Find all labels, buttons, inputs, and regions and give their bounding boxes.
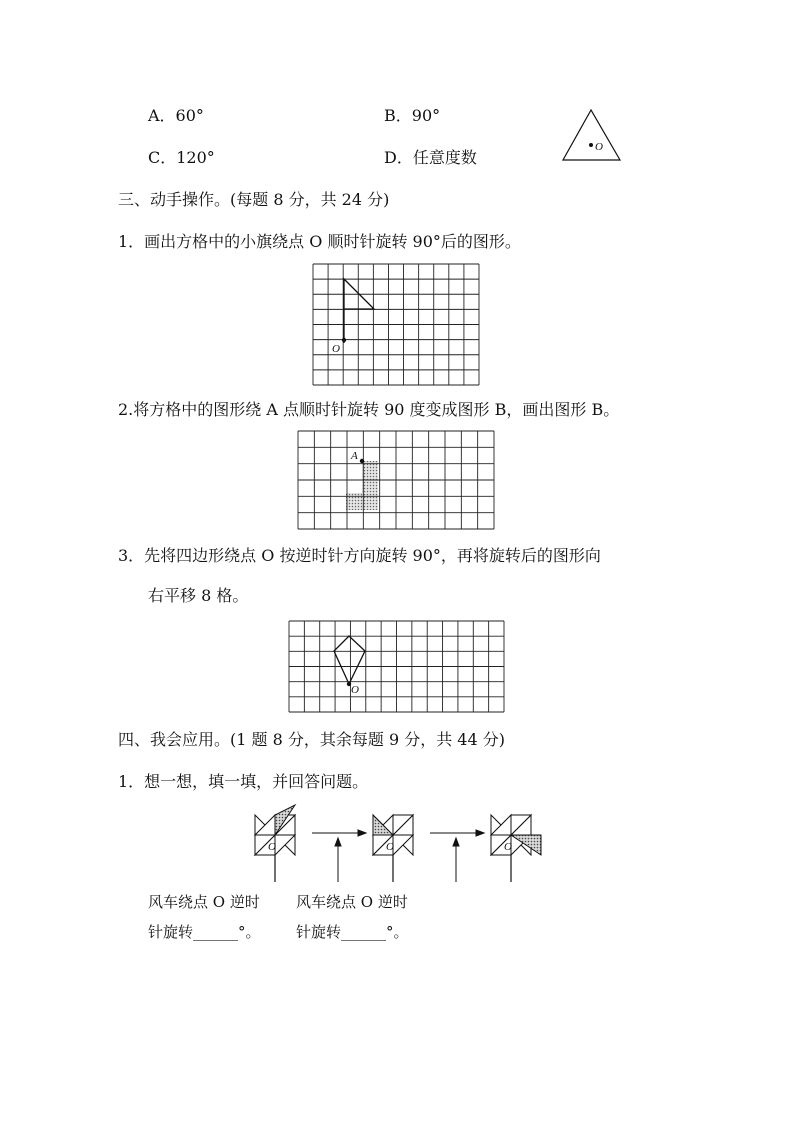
up-arrow-1-head — [335, 838, 341, 846]
q3-grid-figure — [288, 620, 505, 713]
section3-q2-text: 2.将方格中的图形绕 A 点顺时针旋转 90 度变成图形 B，画出图形 B。 — [118, 400, 620, 419]
pinwheel-1-label: O — [268, 841, 276, 853]
triangle-shape — [563, 110, 620, 160]
q2-grid — [298, 431, 494, 529]
q1-grid — [313, 264, 479, 385]
section3-q3-text-line2: 右平移 8 格。 — [148, 586, 249, 605]
pinwheel-3-label: O — [504, 841, 512, 853]
shape-a-cell — [346, 493, 362, 510]
section4-heading: 四、我会应用。(1 题 8 分，其余每题 9 分，共 44 分) — [118, 730, 505, 749]
option-b: B．90° — [384, 106, 441, 125]
right-arrow-2-head — [476, 830, 484, 836]
kite-shape — [334, 636, 365, 684]
q1-grid-figure — [312, 263, 480, 386]
pinwheel-2-label: O — [386, 841, 394, 853]
pinwheel-1 — [255, 805, 295, 882]
pinwheel-sequence — [248, 798, 558, 888]
q2-grid-figure — [297, 430, 495, 530]
caption2-line2: 针旋转______°。 — [296, 923, 409, 941]
flag-shape — [344, 279, 374, 343]
flag-point-o — [342, 338, 346, 342]
point-a — [360, 459, 364, 463]
pinwheel-2 — [373, 815, 413, 882]
section3-q1-text: 1．画出方格中的小旗绕点 O 顺时针旋转 90°后的图形。 — [118, 232, 521, 251]
caption1-line2: 针旋转______°。 — [148, 923, 261, 941]
q2-point-label: A — [351, 450, 358, 462]
up-arrow-2-head — [453, 838, 459, 846]
triangle-label: O — [595, 141, 603, 153]
q1-point-label: O — [332, 343, 340, 355]
triangle-center-dot — [589, 143, 593, 147]
shape-a-cell — [362, 477, 378, 493]
option-a: A．60° — [148, 106, 204, 125]
shape-a-cell — [362, 493, 378, 510]
section3-q3-text-line1: 3．先将四边形绕点 O 按逆时针方向旋转 90°，再将旋转后的图形向 — [118, 546, 601, 565]
section3-heading: 三、动手操作。(每题 8 分，共 24 分) — [118, 190, 390, 209]
option-d: D．任意度数 — [384, 148, 477, 167]
option-c: C．120° — [148, 148, 215, 167]
right-arrow-1-head — [358, 830, 366, 836]
q3-grid — [289, 621, 504, 712]
caption1-line1: 风车绕点 O 逆时 — [148, 893, 260, 911]
pinwheel-3 — [491, 815, 541, 882]
triangle-figure — [560, 108, 624, 164]
caption2-line1: 风车绕点 O 逆时 — [296, 893, 408, 911]
section4-q1-text: 1．想一想，填一填，并回答问题。 — [118, 772, 369, 791]
q3-point-label: O — [351, 684, 359, 696]
